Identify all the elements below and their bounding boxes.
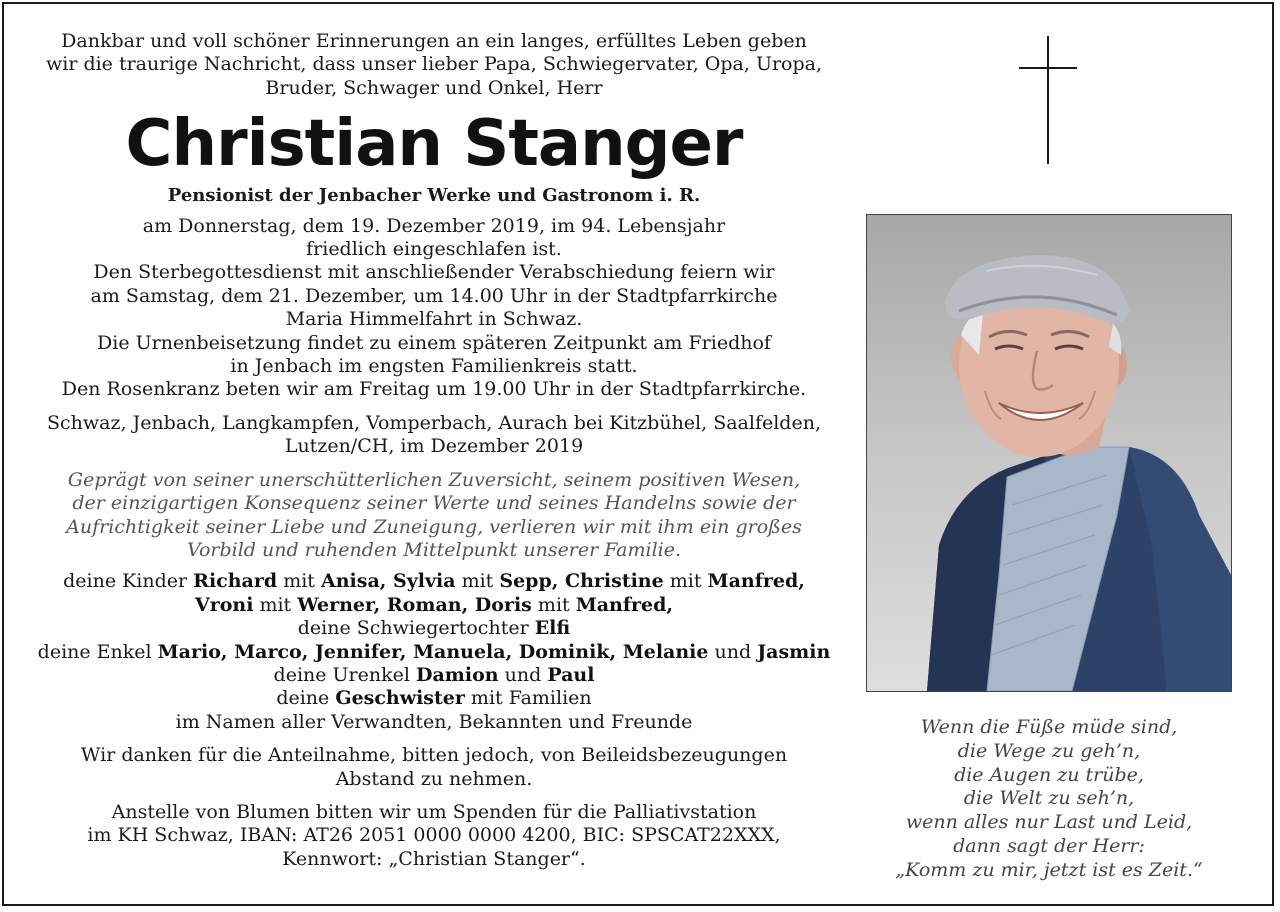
text-span: mit xyxy=(277,570,321,593)
place-date-block xyxy=(34,412,834,459)
tribute-block xyxy=(34,469,834,563)
portrait-illustration xyxy=(867,215,1231,691)
announcement-line: Den Sterbegottesdienst mit anschließender Verabschiedung feiern wir xyxy=(93,261,775,284)
announcement-line: friedlich eingeschlafen ist. xyxy=(306,238,562,261)
donation-line: Kennwort: „Christian Stanger“. xyxy=(282,847,586,870)
text-span: mit xyxy=(253,593,298,616)
family-siblings-line xyxy=(34,687,834,710)
announcement-line: Maria Himmelfahrt in Schwaz. xyxy=(285,308,583,331)
family-list xyxy=(34,570,834,734)
text-span: deine Enkel xyxy=(37,640,158,663)
thanks-block xyxy=(34,744,834,791)
family-member: Jasmin xyxy=(757,640,831,663)
family-member: Werner, Roman, Doris xyxy=(297,593,532,616)
poem-line: wenn alles nur Last und Leid, xyxy=(905,811,1193,834)
intro-line: wir die traurige Nachricht, dass unser lieber Papa, Schwiegervater, Opa, Uropa, xyxy=(45,53,823,76)
poem-line: die Welt zu seh’n, xyxy=(963,787,1135,810)
tribute-line: Geprägt von seiner unerschütterlichen Zuversicht, seinem positiven Wesen, xyxy=(67,468,801,491)
family-member: Paul xyxy=(547,663,595,686)
announcement-line: am Donnerstag, dem 19. Dezember 2019, im 94. Lebensjahr xyxy=(142,214,726,237)
announcement-line: Die Urnenbeisetzung findet zu einem späteren Zeitpunkt am Friedhof xyxy=(97,331,771,354)
obituary-text-column xyxy=(34,30,834,871)
poem-line: die Wege zu geh’n, xyxy=(957,739,1141,762)
text-span: deine xyxy=(276,687,336,710)
poem-line: dann sagt der Herr: xyxy=(953,834,1145,857)
place-line: Schwaz, Jenbach, Langkampfen, Vomperbach, Aurach bei Kitzbühel, Saalfelden, xyxy=(47,411,821,434)
text-span: mit xyxy=(531,593,576,616)
text-span: deine Schwiegertochter xyxy=(297,617,535,640)
cross-icon xyxy=(1019,36,1077,166)
deceased-occupation: Pensionist der Jenbacher Werke und Gastronom i. R. xyxy=(167,185,701,207)
place-line: Lutzen/CH, im Dezember 2019 xyxy=(284,435,584,458)
family-member: Richard xyxy=(193,570,278,593)
family-relatives-line: im Namen aller Verwandten, Bekannten und Freunde xyxy=(175,710,693,733)
family-children-line-2 xyxy=(34,594,834,617)
poem-line: „Komm zu mir, jetzt ist es Zeit.“ xyxy=(895,858,1203,881)
announcement-block xyxy=(34,215,834,402)
family-member: Manfred, xyxy=(575,593,674,616)
tribute-line: Vorbild und ruhenden Mittelpunkt unserer Familie. xyxy=(186,538,682,561)
text-span: mit xyxy=(455,570,500,593)
family-member: Mario, Marco, Jennifer, Manuela, Dominik, Melanie xyxy=(157,640,709,663)
text-span: und xyxy=(498,663,548,686)
poem-line: die Augen zu trübe, xyxy=(954,763,1144,786)
memorial-poem xyxy=(866,716,1232,883)
family-member: Manfred, xyxy=(707,570,805,593)
family-member: Vroni xyxy=(194,593,254,616)
donation-block xyxy=(34,801,834,871)
intro-text xyxy=(34,30,834,100)
announcement-line: Den Rosenkranz beten wir am Freitag um 19.00 Uhr in der Stadtpfarrkirche. xyxy=(61,378,807,401)
text-span: und xyxy=(708,640,758,663)
text-span: deine Urenkel xyxy=(273,663,416,686)
text-span: mit xyxy=(663,570,708,593)
family-member: Elfi xyxy=(534,617,571,640)
family-member: Geschwister xyxy=(335,687,465,710)
family-member: Anisa, Sylvia xyxy=(320,570,456,593)
family-member: Sepp, Christine xyxy=(499,570,664,593)
family-daughter-in-law-line xyxy=(34,617,834,640)
thanks-line: Wir danken für die Anteilnahme, bitten jedoch, von Beileidsbezeugungen xyxy=(80,744,788,767)
deceased-name: Christian Stanger xyxy=(125,107,743,182)
intro-line: Bruder, Schwager und Onkel, Herr xyxy=(265,76,603,99)
tribute-line: der einzigartigen Konsequenz seiner Werte und seines Handelns sowie der xyxy=(72,492,796,515)
family-great-grandchildren-line xyxy=(34,664,834,687)
family-children-line xyxy=(34,570,834,593)
donation-line: im KH Schwaz, IBAN: AT26 2051 0000 0000 4200, BIC: SPSCAT22XXX, xyxy=(87,824,781,847)
tribute-line: Aufrichtigkeit seiner Liebe und Zuneigung, verlieren wir mit ihm ein großes xyxy=(66,515,802,538)
announcement-line: am Samstag, dem 21. Dezember, um 14.00 Uhr in der Stadtpfarrkirche xyxy=(90,284,778,307)
intro-line: Dankbar und voll schöner Erinnerungen an ein langes, erfülltes Leben geben xyxy=(61,30,807,52)
poem-line: Wenn die Füße müde sind, xyxy=(920,716,1178,738)
portrait-photo xyxy=(866,214,1232,692)
thanks-line: Abstand zu nehmen. xyxy=(335,767,533,790)
donation-line: Anstelle von Blumen bitten wir um Spenden für die Palliativstation xyxy=(111,800,757,823)
family-grandchildren-line xyxy=(34,641,834,664)
text-span: deine Kinder xyxy=(63,570,194,593)
family-member: Damion xyxy=(416,663,499,686)
announcement-line: in Jenbach im engsten Familienkreis statt. xyxy=(230,355,638,378)
text-span: mit Familien xyxy=(464,687,592,710)
